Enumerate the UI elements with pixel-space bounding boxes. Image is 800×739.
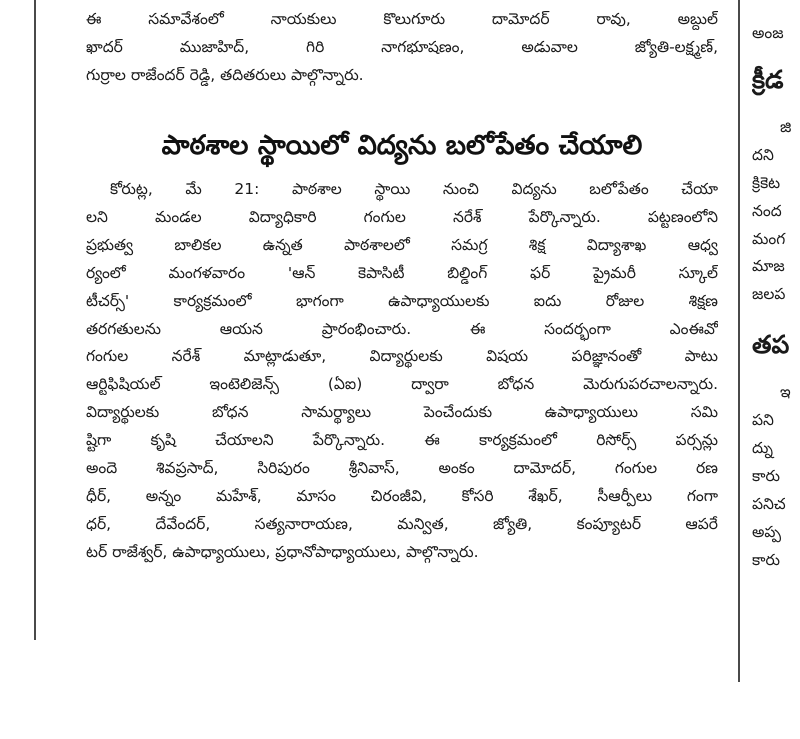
text-line: ఈ సమావేశంలో నాయకులు కొలుగూరు దామోదర్ రావు, అబ్దుల్	[86, 10, 718, 28]
text-line: ధర్, దేవేందర్, సత్యనారాయణ, మన్విత, జ్యోతి, కంప్యూటర్ ఆపరే	[86, 514, 718, 533]
text-line: విద్యార్థులకు బోధన సామర్థ్యాలు పెంచేందుకు ఉపాధ్యాయులు సమి	[86, 403, 718, 422]
text-line: జి	[780, 117, 792, 136]
text-line: మాజ	[752, 257, 785, 276]
text-line: ఆర్టిఫిషియల్ ఇంటెలిజెన్స్ (ఏఐ) ద్వారా బోధన మెరుగుపరచాలన్నారు.	[86, 375, 718, 394]
text-line: ఇ	[780, 383, 791, 402]
text-line: గంగుల నరేశ్ మాట్లాడుతూ, విద్యార్థులకు విషయ పరిజ్ఞానంతో పాటు	[86, 347, 718, 366]
text-line: దని	[752, 145, 774, 164]
text-line: పనిచ	[752, 494, 786, 513]
article-body	[86, 176, 718, 567]
text-line: కారు	[752, 466, 780, 485]
column-rule-right	[738, 0, 740, 682]
text-line: అంజ	[752, 24, 784, 42]
text-line: ధీర్, అన్నం మహేశ్, మాసం చిరంజీవి, కోసరి శేఖర్, సీఆర్పీలు గంగా	[86, 486, 718, 505]
text-line: ప్రభుత్వ బాలికల ఉన్నత పాఠశాలలో సమగ్ర శిక్ష విద్యాశాఖ ఆధ్వ	[86, 235, 718, 254]
text-line: ర్యంలో మంగళవారం 'ఆన్ కెపాసిటీ బిల్డింగ్ ఫర్ ప్రైమరీ స్కూల్	[86, 263, 718, 282]
text-line: గుర్రాల రాజేందర్ రెడ్డి, తదితరులు పాల్గొన్నారు.	[86, 65, 364, 84]
text-line: ఖాదర్ ముజాహిద్, గిరి నాగభూషణం, అడువాల జ్యోతి-లక్ష్మణ్,	[86, 37, 718, 56]
text-line: ద్ను	[752, 439, 773, 458]
text-line: అందె శివప్రసాద్, సిరిపురం శ్రీనివాస్, అంకం దామోదర్, గంగుల రణ	[86, 459, 718, 478]
column-rule-left	[34, 0, 36, 640]
right-column-fragment	[752, 0, 800, 575]
text-line: లని మండల విద్యాధికారి గంగుల నరేశ్ పేర్కొన్నారు. పట్టణంలోని	[86, 207, 718, 226]
text-line: పని	[752, 411, 774, 430]
text-line: అప్ప	[752, 522, 782, 541]
section-heading: తప	[752, 330, 790, 360]
text-line: తరగతులను ఆయన ప్రారంభించారు. ఈ సందర్భంగా ఎంఈవో	[86, 319, 718, 338]
text-line: కారు	[752, 550, 780, 569]
section-heading: క్రీడ	[752, 64, 784, 94]
text-line: మంగ	[752, 229, 786, 248]
text-line: టీచర్స్' కార్యక్రమంలో భాగంగా ఉపాధ్యాయులకు ఐదు రోజుల శిక్షణ	[86, 291, 718, 310]
text-line: జలప	[752, 285, 786, 304]
text-line: ష్టిగా కృషి చేయాలని పేర్కొన్నారు. ఈ కార్యక్రమంలో రిసోర్స్ పర్సన్లు	[86, 431, 718, 450]
text-line: టర్ రాజేశ్వర్, ఉపాధ్యాయులు, ప్రధానోపాధ్యాయులు, పాల్గొన్నారు.	[86, 542, 479, 561]
text-line: క్రికెట	[752, 173, 781, 192]
top-paragraph	[86, 6, 718, 90]
article-headline: పాఠశాల స్థాయిలో విద్యను బలోపేతం చేయాలి	[161, 130, 643, 161]
text-line: కోరుట్ల, మే 21: పాఠశాల స్థాయి నుంచి విద్యను బలోపేతం చేయా	[110, 180, 718, 198]
text-line: నంద	[752, 201, 782, 220]
